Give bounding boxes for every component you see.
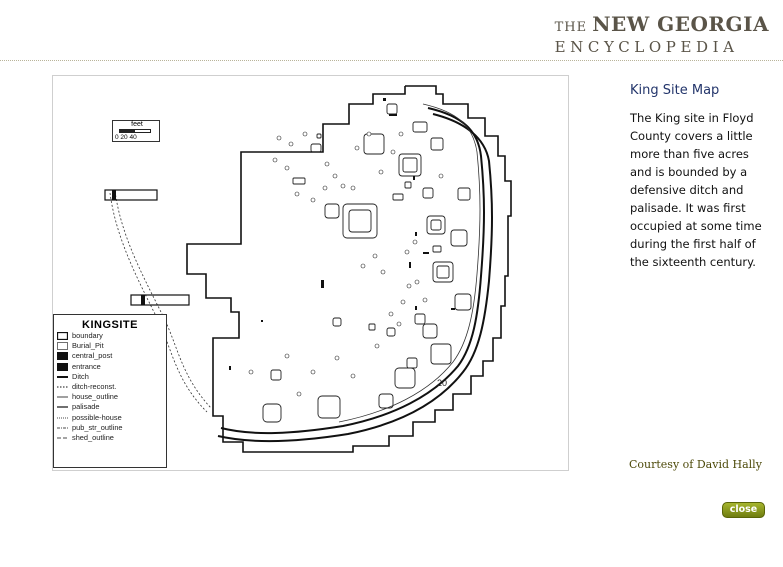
shed-outline-symbol-icon (57, 434, 68, 442)
legend-item-burial-pit: Burial_Pit (54, 341, 166, 351)
legend-item-ditch-reconst: ditch-reconst. (54, 382, 166, 392)
map-scale (112, 120, 160, 142)
house-outline (423, 324, 437, 338)
burial-pit-symbol-icon (57, 342, 68, 350)
header-divider (0, 60, 783, 61)
house-outline (325, 204, 339, 218)
house-outline (393, 194, 403, 200)
house-outline (407, 358, 417, 368)
pub-str-outline-symbol-icon (57, 424, 68, 432)
ditch-symbol-icon (57, 373, 68, 381)
house-outline (387, 104, 397, 114)
legend-item-palisade: palisade (54, 402, 166, 412)
house-outline (311, 144, 321, 152)
house-outline (431, 138, 443, 150)
house-outline (263, 404, 281, 422)
house-outline (433, 262, 453, 282)
house-outline (364, 134, 384, 154)
house-outline (379, 394, 393, 408)
scale-bar (119, 129, 151, 133)
house-outline (387, 328, 395, 336)
site-boundary (187, 86, 511, 452)
house-outline-symbol-icon (57, 393, 68, 401)
central-post-symbol-icon (57, 352, 68, 360)
house-outline (271, 370, 281, 380)
scale-unit-label: feet (131, 121, 143, 128)
legend-item-shed-outline: shed_outline (54, 433, 166, 443)
header (0, 0, 783, 62)
legend-item-possible-house: possible-house (54, 413, 166, 423)
black-posts (229, 98, 455, 370)
legend-title: KINGSITE (82, 319, 138, 331)
image-credit: Courtesy of David Hally (629, 458, 762, 471)
scale-tick-labels: 0 20 40 (115, 134, 137, 141)
logo-encyclopedia: ENCYCLOPEDIA (554, 38, 739, 56)
house-outline (413, 122, 427, 132)
legend-item-house-outline: house_outline (54, 392, 166, 402)
house-outline (427, 216, 445, 234)
legend-item-boundary: boundary (54, 331, 166, 341)
house-outline (423, 188, 433, 198)
house-outline (431, 344, 451, 364)
house-outline (433, 246, 441, 252)
logo-new-georgia: NEW GEORGIA (592, 12, 769, 36)
entrance-west (131, 295, 189, 305)
house-outline (343, 204, 377, 238)
palisade-line (218, 114, 492, 441)
boundary-symbol-icon (57, 332, 68, 340)
legend-item-entrance: entrance (54, 362, 166, 372)
close-button[interactable]: close (722, 502, 765, 518)
entrance-west-post (141, 295, 145, 305)
ditch-reconst-symbol-icon (57, 383, 68, 391)
house-outline (369, 324, 375, 330)
legend-item-central-post: central_post (54, 351, 166, 361)
palisade-symbol-icon (57, 403, 68, 411)
entrance-symbol-icon (57, 363, 68, 371)
house-outline (451, 230, 467, 246)
house-outline (455, 294, 471, 310)
legend-item-pub-str-outline: pub_str_outline (54, 423, 166, 433)
map-description: The King site in Floyd County covers a little more than five acres and is bounded by a defensive ditch and palisade. It was first occupied at some time during the first half of the sixteenth century. (630, 111, 762, 269)
entrance-north-post (112, 190, 116, 200)
house-outline (415, 314, 425, 324)
possible-house-symbol-icon (57, 414, 68, 422)
house-outline (395, 368, 415, 388)
map-legend (53, 314, 167, 468)
house-outline (333, 318, 341, 326)
house-outline (399, 154, 421, 176)
house-outline (458, 188, 470, 200)
house-outline (318, 396, 340, 418)
site-logo[interactable] (555, 14, 769, 56)
logo-the: THE (554, 20, 588, 35)
house-outline (405, 182, 411, 188)
king-site-map-image (52, 75, 569, 471)
legend-item-ditch: Ditch (54, 372, 166, 382)
central-post (321, 280, 324, 288)
house-outline (317, 134, 321, 138)
house-outline (293, 178, 305, 184)
map-title: King Site Map (630, 83, 720, 98)
map-number-label: 20 (437, 378, 448, 388)
